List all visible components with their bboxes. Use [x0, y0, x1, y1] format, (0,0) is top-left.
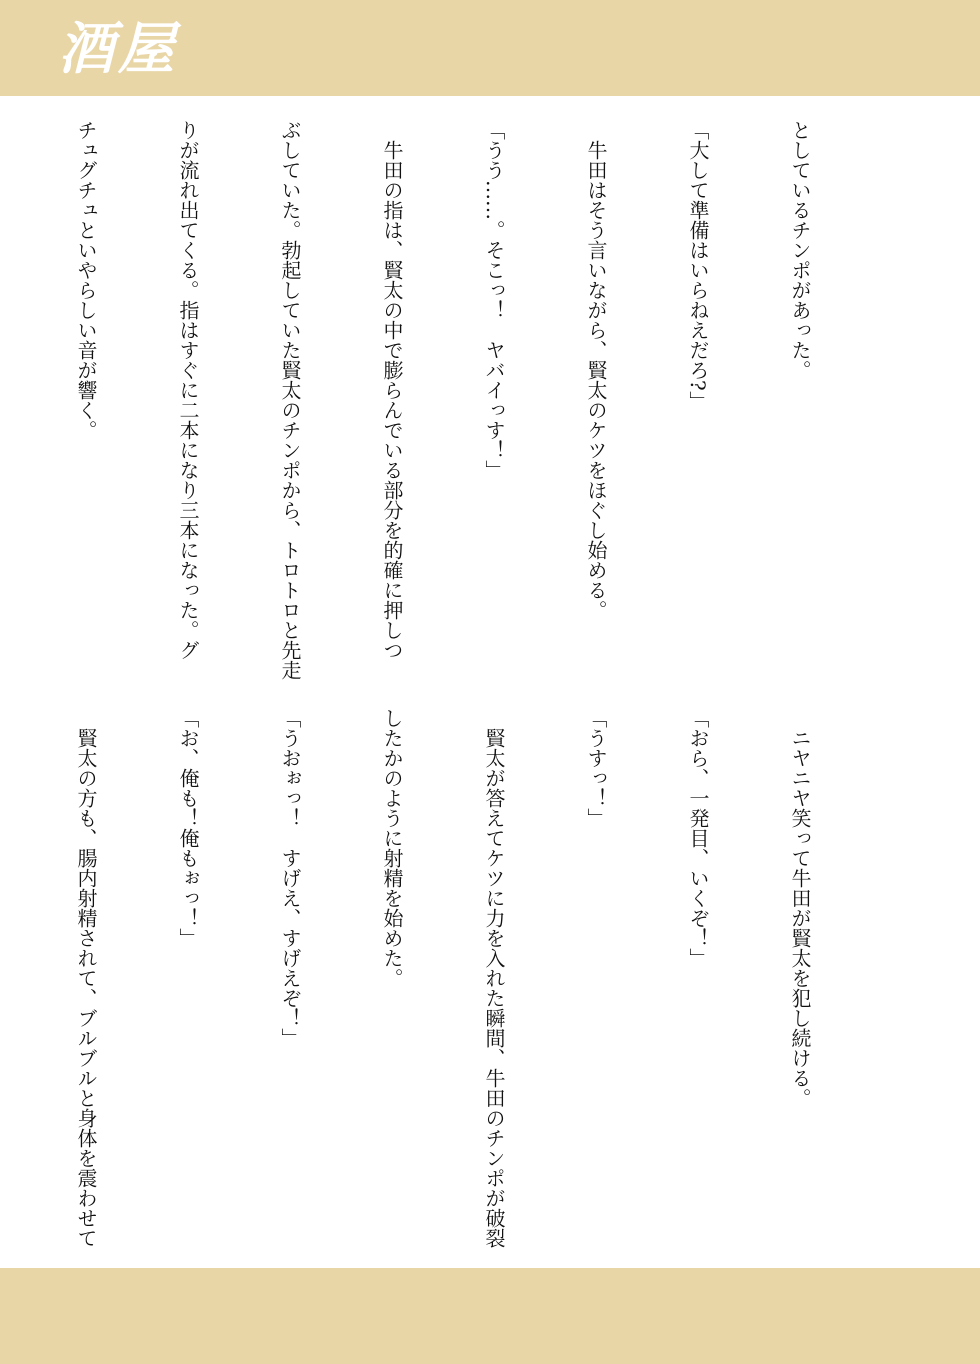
text-column: 「おら、一発目、いくぞ！」	[686, 708, 710, 968]
text-column: りが流れ出てくる。指はすぐに二本になり三本になった。グ	[176, 120, 200, 660]
bottom-band	[0, 1268, 980, 1364]
text-column: としているチンポがあった。	[788, 120, 812, 380]
page-title: 酒屋	[58, 17, 178, 82]
lower-text-block	[0, 708, 885, 1248]
text-column	[0, 708, 1, 1118]
text-column: 牛田の指は、賢太の中で膨らんでいる部分を的確に押しつ	[380, 120, 404, 660]
text-column: 「うおぉっ！ すげえ、すげえぞ！」	[278, 708, 302, 1048]
text-column: 「お、俺も！俺もぉっ！」	[176, 708, 200, 948]
text-column: 牛田はそう言いながら、賢太のケツをほぐし始める。	[584, 120, 608, 620]
text-column: 「うう……。そこっ！ ヤバイっす！」	[482, 120, 506, 480]
text-column: 賢太が答えてケツに力を入れた瞬間、牛田のチンポが破裂	[482, 708, 506, 1248]
upper-text-block	[0, 120, 885, 680]
text-column: チュグチュといやらしい音が響く。	[74, 120, 98, 440]
text-column	[0, 120, 1, 680]
text-column: したかのように射精を始めた。	[380, 708, 404, 988]
text-column: ニヤニヤ笑って牛田が賢太を犯し続ける。	[788, 708, 812, 1108]
text-column: 賢太の方も、腸内射精されて、ブルブルと身体を震わせて	[74, 708, 98, 1248]
text-column: 「大して準備はいらねえだろ?」	[686, 120, 710, 411]
text-column: 「うすっ！」	[584, 708, 608, 828]
text-column: ぶしていた。勃起していた賢太のチンポから、トロトロと先走	[278, 120, 302, 680]
